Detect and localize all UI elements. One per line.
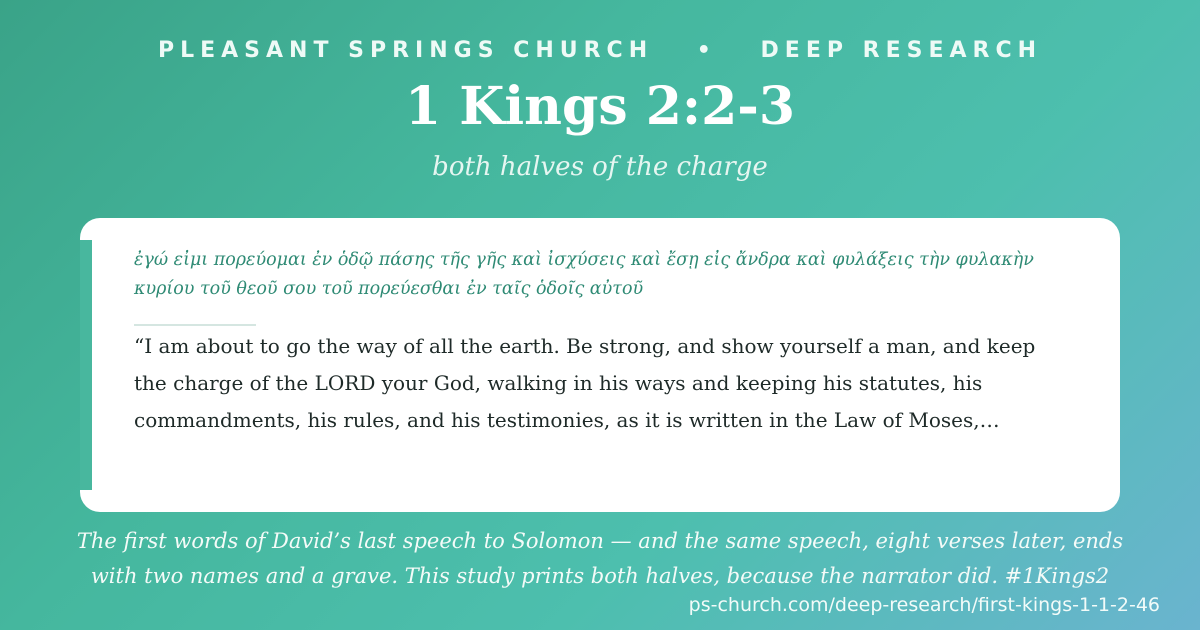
church-name: PLEASANT SPRINGS CHURCH <box>157 38 654 63</box>
english-text: “I am about to go the way of all the earth. Be strong, and show yourself a man, and keep the charge of the LORD your God, walking in his ways and keeping his statutes, his commandments, his rules, and his testimonies, as it is written in the Law of Moses,… <box>134 334 1036 432</box>
page-subtitle: both halves of the charge <box>432 152 768 182</box>
site-header <box>0 38 1200 63</box>
study-description: The first words of David’s last speech to Solomon — and the same speech, eight verses later, ends with two names and a grave. This study prints both halves, because the narrator did. #1Kings2 <box>76 529 1124 588</box>
scripture-card <box>80 218 1120 512</box>
page-title: 1 Kings 2:2-3 <box>404 76 796 137</box>
section-name: DEEP RESEARCH <box>760 38 1042 63</box>
text-divider <box>134 324 256 326</box>
card-accent-bar <box>80 240 92 490</box>
greek-text: ἐγώ εἰμι πορεύομαι ἐν ὁδῷ πάσης τῆς γῆς καὶ ἰσχύσεις καὶ ἔσῃ εἰς ἄνδρα καὶ φυλάξεις τὴν φυλακὴν κυρίου τοῦ θεοῦ σου τοῦ πορεύεσθαι ἐν ταῖς ὁδοῖς αὐτοῦ <box>134 250 1034 299</box>
header-separator: • <box>696 38 717 63</box>
page-url: ps-church.com/deep-research/first-kings-1-1-2-46 <box>688 594 1160 616</box>
